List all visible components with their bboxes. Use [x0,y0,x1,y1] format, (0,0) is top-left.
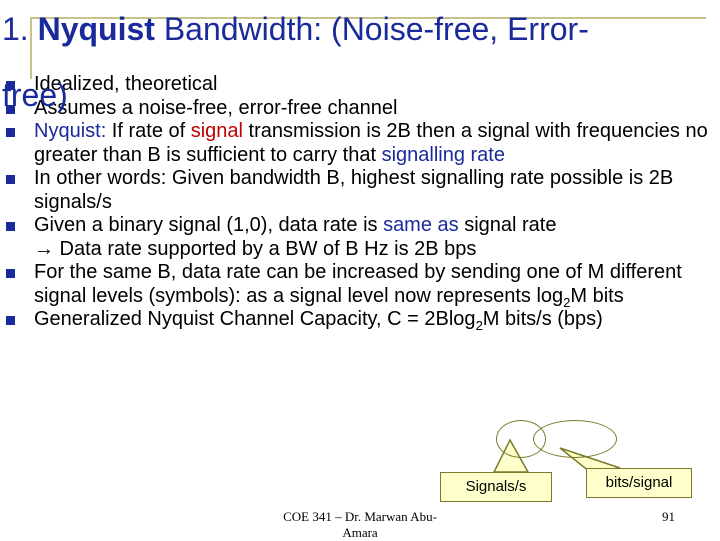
bullet-other-words: In other words: Given bandwidth B, highest signalling rate possible is 2B signals/s [0,167,720,214]
slide-title: 1. Nyquist Bandwidth: (Noise-free, Error- [2,11,589,47]
bullet-noise-free: Assumes a noise-free, error-free channel [0,97,720,121]
bits-per-signal-callout: bits/signal [586,468,692,498]
signals-per-second-callout: Signals/s [440,472,552,502]
square-bullet-icon [6,316,15,325]
square-bullet-icon [6,128,15,137]
square-bullet-icon [6,269,15,278]
bullet-list [0,73,720,332]
bullet-nyquist: Nyquist: If rate of signal transmission is 2B then a signal with frequencies no greater than B is sufficient to carry that signalling rate [0,120,720,167]
slide-footer: COE 341 – Dr. Marwan Abu-Amara [283,509,437,540]
bullet-generalized-capacity: Generalized Nyquist Channel Capacity, C = 2Blog$_2$M bits/s (bps) [0,308,720,332]
square-bullet-icon [6,222,15,231]
bullet-binary-signal: Given a binary signal (1,0), data rate is same as signal rate → Data rate supported by a BW of B Hz is 2B bps [0,214,720,261]
square-bullet-icon [6,175,15,184]
slide-title-continuation: free) [2,77,68,113]
bullet-m-levels: For the same B, data rate can be increased by sending one of M different signal levels (symbols): as a signal level now represents $\log_2M$ bits [0,261,720,308]
page-number: 91 [662,509,675,524]
implies-arrow-icon: → [34,237,54,260]
bullet-idealized: Idealized, theoretical [0,73,720,97]
log2m-highlight-ellipse [533,420,617,458]
